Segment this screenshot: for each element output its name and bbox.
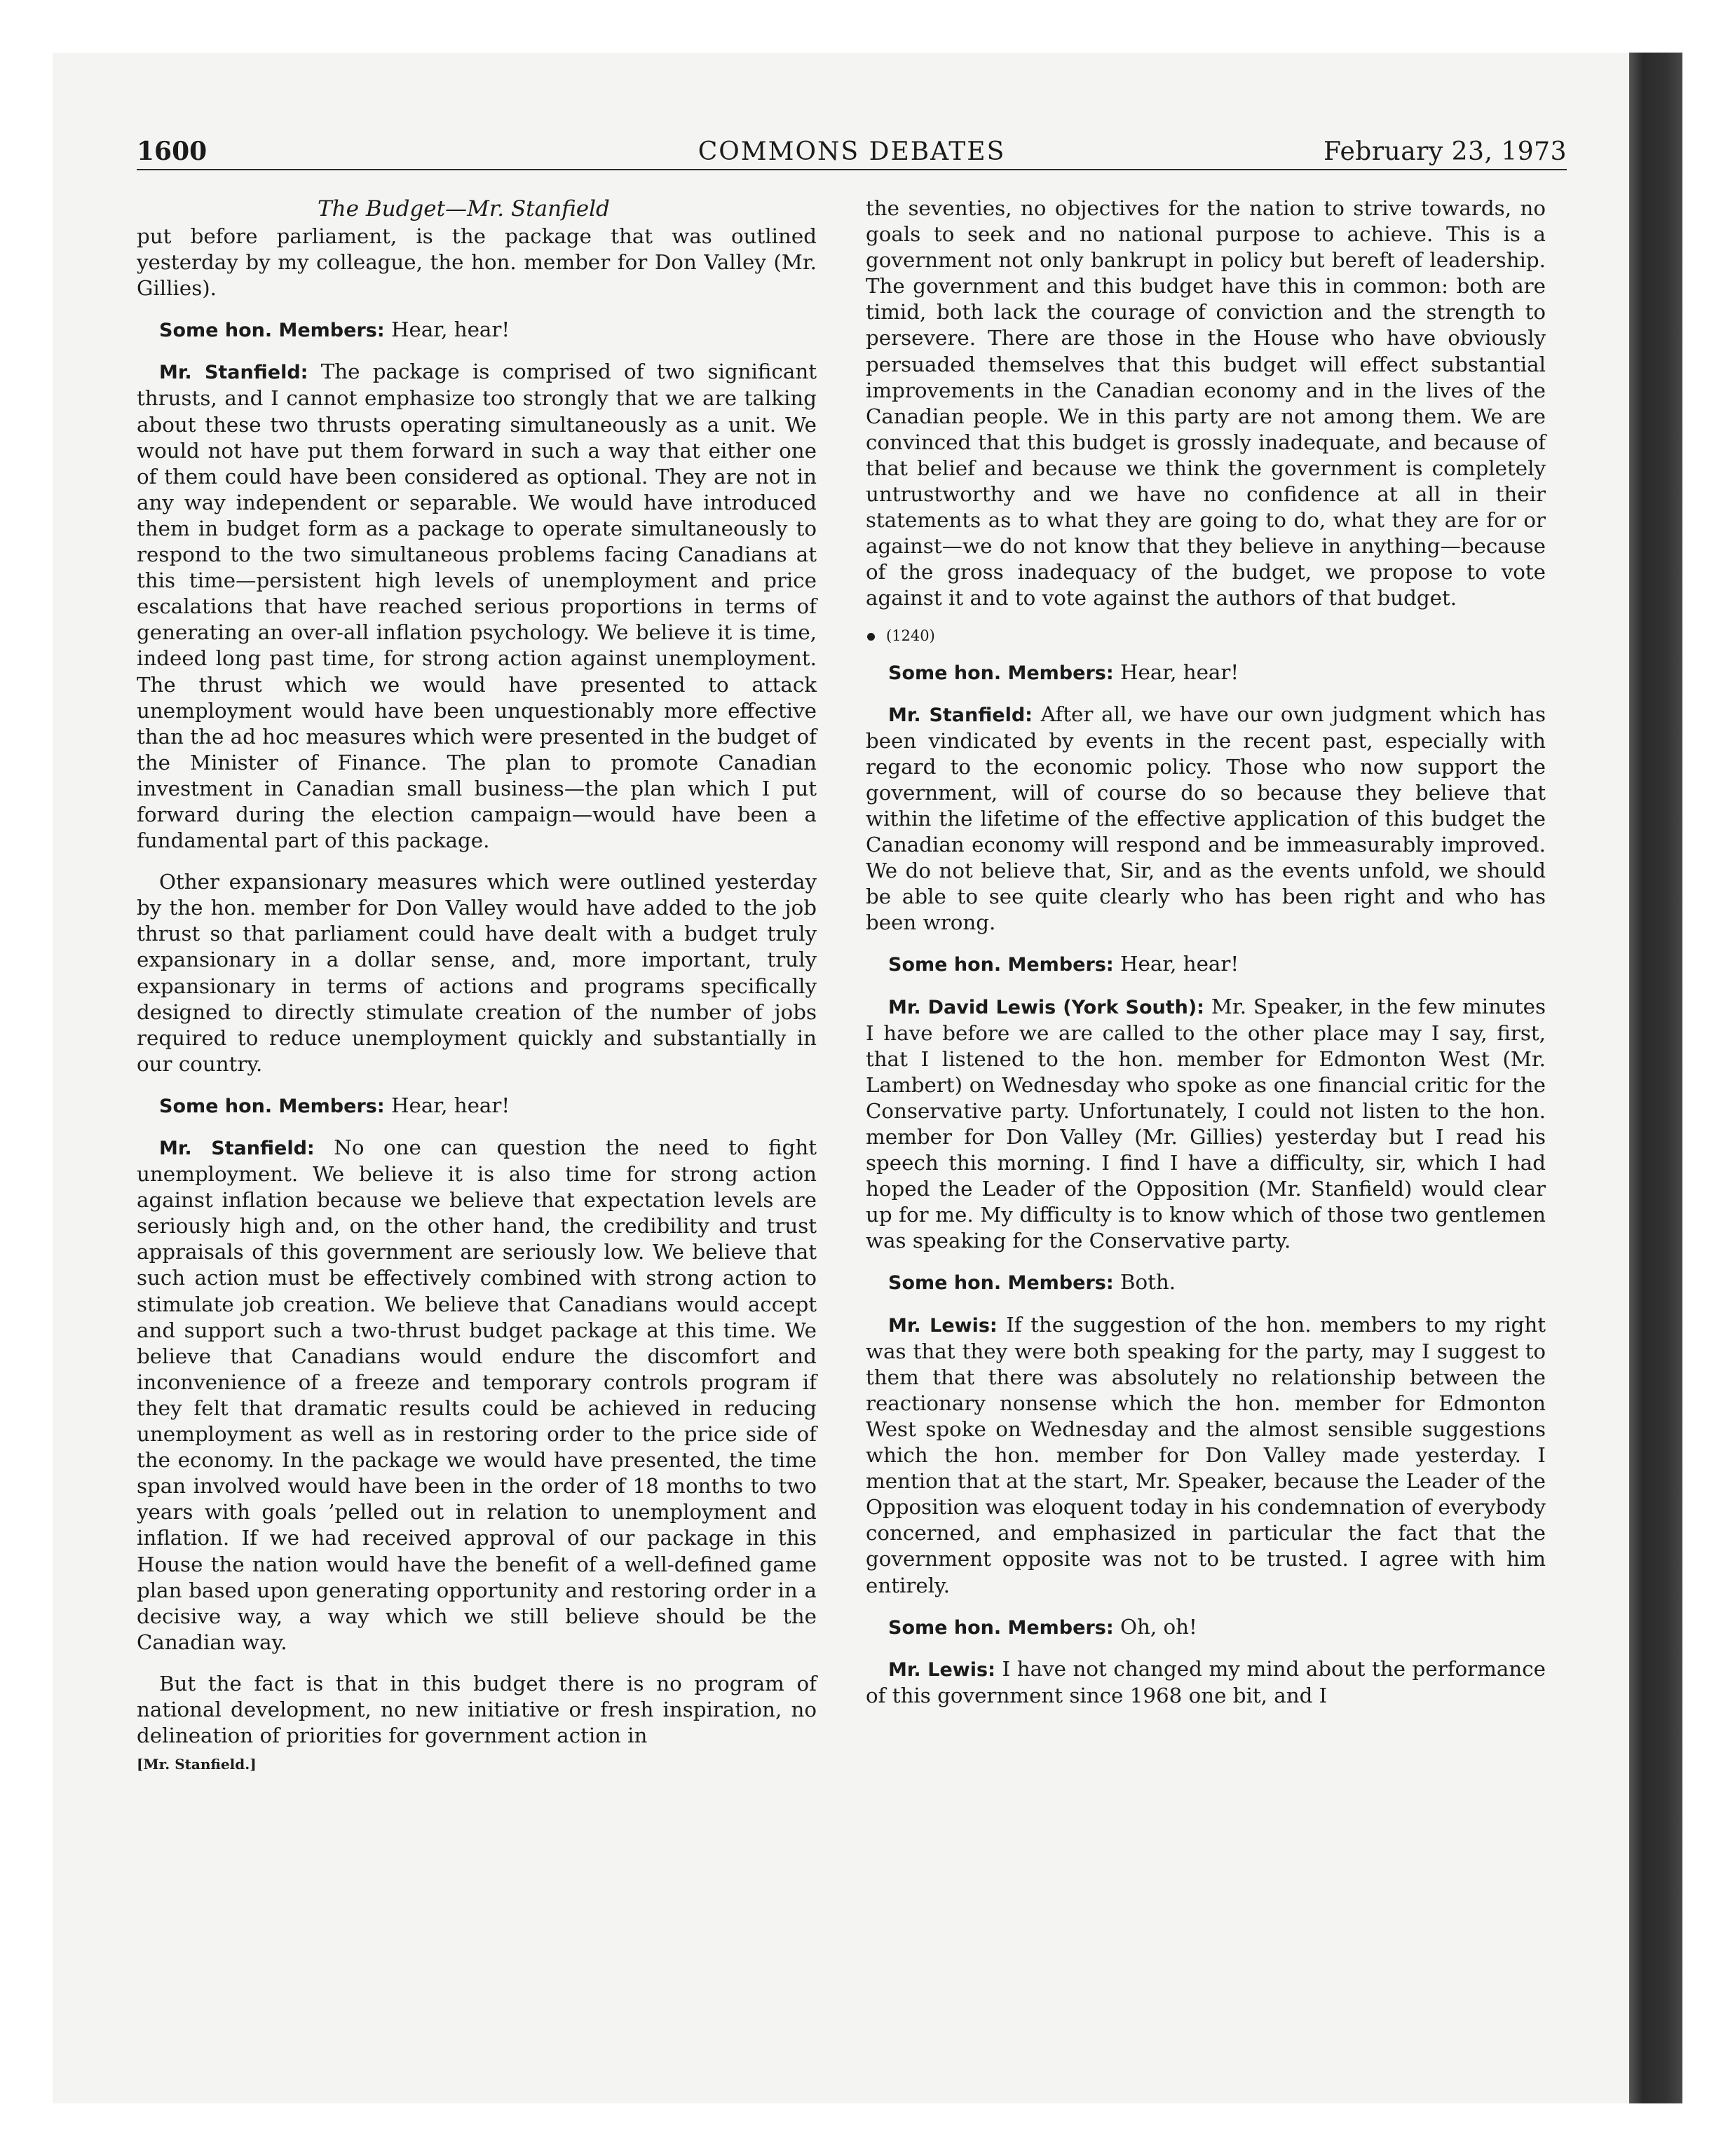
speech-text: Hear, hear! [384,1093,510,1117]
speaker-label: Some hon. Members: [888,1616,1114,1639]
speech-paragraph [866,1614,1546,1641]
speaker-label: Mr. David Lewis (York South): [888,996,1204,1018]
paragraph: the seventies, no objectives for the nation to strive towards, no goals to seek and no national purpose to achieve. This is a government not only bankrupt in policy but bereft of leadership. The government and this budget have this in common: both are timid, both lack the courage of conviction and the strength to persevere. There are those in the House who have obviously persuaded themselves that this budget will effect substantial improvements in the Canadian economy and in the lives of the Canadian people. We in this party are not among them. We are convinced that this budget is grossly inadequate, and because of that belief and because we think the government is completely untrustworthy and we have no confidence at all in their statements as to what they are going to do, what they are for or against—we do not know that they believe in anything—because of the gross inadequacy of the budget, we propose to vote against it and to vote against the authors of that budget. [866,196,1546,610]
speech-paragraph [137,1093,817,1119]
speaker-label: Some hon. Members: [888,1272,1114,1295]
speech-text: Hear, hear! [1113,660,1239,684]
speech-text: The package is comprised of two significant thrusts, and I cannot emphasize too strongly that we are talking about these two thrusts operating simultaneously as a unit. We would not have put them forward in such a way that either one of them could have been considered as optional. They are not in any way independent or separable. We would have introduced them in budget form as a package to operate simultaneously to respond to the two simultaneous problems facing Canadians at this time—persistent high levels of unemployment and price escalations that have reached serious proportions in terms of generating an over-all inflation psychology. We believe it is time, indeed long past time, for strong action against unemployment. The thrust which we would have presented to attack unemployment would have been unquestionably more effective than the ad hoc measures which were presented in the budget of the Minister of Finance. The plan to promote Canadian investment in Canadian small business—the plan which I put forward during the election campaign—would have been a fundamental part of this package. [137,360,817,853]
speech-text: Hear, hear! [1113,952,1239,976]
speech-paragraph [137,1135,817,1656]
speech-text: If the suggestion of the hon. members to my right was that they were both speaking for the party, may I suggest to them that there was absolutely no relationship between the reactionary nonsense which the hon. member for Edmonton West spoke on Wednesday and the almost sensible suggestions which the hon. member for Don Valley made yesterday. I mention that at the start, Mr. Speaker, because the Leader of the Opposition was eloquent today in his condemnation of everybody concerned, and emphasized in particular the fact that the government opposite was not to be trusted. I agree with him entirely. [866,1312,1546,1597]
publication-title: COMMONS DEBATES [698,137,1006,166]
paragraph: But the fact is that in this budget there is no program of national development, no new initiative or fresh inspiration, no delineation of priorities for government action in [137,1671,817,1748]
speaker-label: Mr. Stanfield: [888,704,1033,726]
speaker-label: Some hon. Members: [159,1095,385,1117]
page-number: 1600 [137,137,207,166]
speech-text: No one can question the need to fight unemployment. We believe it is also time for strong action against inflation because we believe that expectation levels are seriously high and, on the other hand, the credibility and trust appraisals of this government are seriously low. We believe that such action must be effectively combined with strong action to stimulate job creation. We believe that Canadians would accept and support such a two-thrust budget package at this time. We believe that Canadians would endure the discomfort and inconvenience of a freeze and temporary controls program if they felt that dramatic results could be achieved in reducing unemployment as well as in restoring order to the price side of the economy. In the package we would have presented, the time span involved would have been in the order of 18 months to two years with goals ’pelled out in relation to unemployment and inflation. If we had received approval of our package in this House the nation would have the benefit of a well-defined game plan based upon generating opportunity and restoring order in a decisive way, a way which we still believe should be the Canadian way. [137,1135,817,1654]
speaker-label: Some hon. Members: [888,662,1114,684]
speech-paragraph [866,1656,1546,1709]
speaker-label: Mr. Lewis: [888,1658,995,1681]
paragraph: Other expansionary measures which were outlined yesterday by the hon. member for Don Valley would have added to the job thrust so that parliament could have dealt with a budget truly expansionary in a dollar sense, and, more important, truly expansionary in terms of actions and programs specifically designed to directly stimulate creation of the number of jobs required to reduce unemployment quickly and substantially in our country. [137,870,817,1076]
time-marker-text: (1240) [886,627,935,644]
speech-paragraph [866,951,1546,978]
section-subheading: The Budget—Mr. Stanfield [318,196,610,221]
time-marker [866,627,1546,644]
speech-text: Oh, oh! [1113,1614,1197,1639]
speech-paragraph [866,702,1546,936]
speaker-label: Some hon. Members: [888,954,1114,976]
right-column [866,196,1546,1724]
speech-paragraph [866,660,1546,686]
speaker-label: Mr. Stanfield: [159,362,308,384]
running-header [137,137,1567,170]
speaker-label: Mr. Stanfield: [159,1138,315,1159]
speech-text: Both. [1113,1270,1176,1295]
speaker-label: Some hon. Members: [159,320,385,342]
speaker-label: Mr. Lewis: [888,1314,998,1337]
speech-text: Hear, hear! [384,318,510,342]
speech-paragraph [137,359,817,854]
speech-paragraph [866,994,1546,1255]
paragraph: put before parliament, is the package that was outlined yesterday by my colleague, the hon. member for Don Valley (Mr. Gillies). [137,224,817,301]
speech-text: After all, we have our own judgment which has been vindicated by events in the recent past, especially with regard to the economic policy. Those who now support the government, will of course do so because they believe that within the lifetime of the effective application of this budget the Canadian economy will respond and be immeasurably improved. We do not believe that, Sir, and as the events unfold, we should be able to see quite clearly who has been right and who has been wrong. [866,702,1546,935]
speech-paragraph [866,1269,1546,1296]
left-column [137,196,817,1773]
hansard-page [137,137,1567,1773]
speech-paragraph [137,317,817,343]
header-date: February 23, 1973 [1323,137,1567,166]
page-edge-shadow [1629,53,1682,2103]
speaker-attribution: [Mr. Stanfield.] [137,1756,257,1773]
speech-text: Mr. Speaker, in the few minutes I have before we are called to the other place may I say, first, that I listened to the hon. member for Edmonton West (Mr. Lambert) on Wednesday who spoke as one financial critic for the Conservative party. Unfortunately, I could not listen to the hon. member for Don Valley (Mr. Gillies) yesterday but I read his speech this morning. I find I have a difficulty, sir, which I had hoped the Leader of the Opposition (Mr. Stanfield) would clear up for me. My difficulty is to know which of those two gentlemen was speaking for the Conservative party. [866,994,1546,1253]
speech-paragraph [866,1312,1546,1599]
bullet-icon [867,633,875,641]
speech-text: I have not changed my mind about the performance of this government since 1968 one bit, and I [866,1656,1546,1707]
